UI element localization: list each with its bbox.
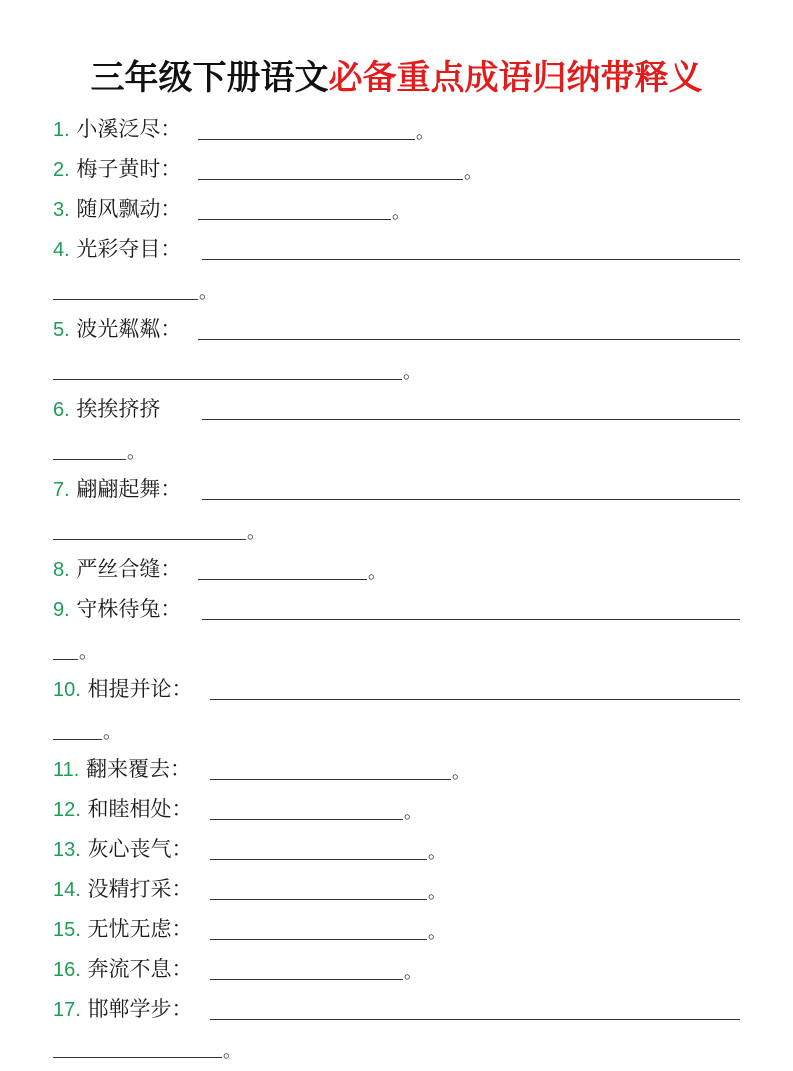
period: 。 <box>247 522 265 543</box>
idiom-label: 随风飘动： <box>76 197 182 221</box>
list-item <box>53 114 181 144</box>
period: 。 <box>403 362 421 383</box>
answer-blank[interactable] <box>198 339 740 340</box>
idiom-label: 灰心丧气： <box>87 837 193 861</box>
idiom-label: 挨挨挤挤 <box>76 397 161 421</box>
answer-blank[interactable] <box>202 619 740 620</box>
list-item <box>53 554 181 584</box>
idiom-label: 无忧无虑： <box>87 917 193 941</box>
item-number: 2. <box>53 159 70 181</box>
answer-blank[interactable] <box>210 779 451 780</box>
title-black-part: 三年级下册语文 <box>90 58 329 98</box>
item-number: 1. <box>53 119 70 141</box>
item-number: 16. <box>53 959 81 981</box>
item-number: 13. <box>53 839 81 861</box>
item-number: 11. <box>53 759 80 781</box>
item-number: 3. <box>53 199 70 221</box>
page-title <box>0 48 793 108</box>
period: 。 <box>368 562 386 583</box>
answer-blank[interactable] <box>210 859 427 860</box>
idiom-label: 光彩夺目： <box>76 237 182 261</box>
item-number: 6. <box>53 399 70 421</box>
answer-blank[interactable] <box>210 899 427 900</box>
period: 。 <box>404 962 422 983</box>
answer-blank[interactable] <box>202 499 740 500</box>
answer-blank-continued[interactable] <box>53 459 126 460</box>
period: 。 <box>464 162 482 183</box>
item-number: 10. <box>53 679 81 701</box>
list-item <box>53 794 193 824</box>
answer-blank[interactable] <box>202 259 740 260</box>
answer-blank[interactable] <box>198 179 463 180</box>
period: 。 <box>199 282 217 303</box>
answer-blank[interactable] <box>198 139 415 140</box>
answer-blank[interactable] <box>210 1019 740 1020</box>
answer-blank[interactable] <box>202 419 740 420</box>
idiom-label: 翩翩起舞： <box>76 477 182 501</box>
title-red-part: 必备重点成语归纳带释义 <box>328 58 703 98</box>
answer-blank-continued[interactable] <box>53 539 246 540</box>
item-number: 7. <box>53 479 70 501</box>
item-number: 8. <box>53 559 70 581</box>
period: 。 <box>392 202 410 223</box>
idiom-label: 小溪泛尽： <box>76 117 182 141</box>
answer-blank[interactable] <box>198 579 367 580</box>
item-number: 12. <box>53 799 81 821</box>
list-item <box>53 954 193 984</box>
period: 。 <box>127 442 145 463</box>
list-item <box>53 754 191 784</box>
answer-blank-continued[interactable] <box>53 299 198 300</box>
list-item <box>53 154 181 184</box>
item-number: 17. <box>53 999 81 1021</box>
answer-blank[interactable] <box>210 979 403 980</box>
idiom-label: 和睦相处： <box>87 797 193 821</box>
answer-blank-continued[interactable] <box>53 659 78 660</box>
list-item <box>53 994 193 1024</box>
idiom-label: 翻来覆去： <box>86 757 192 781</box>
period: 。 <box>404 802 422 823</box>
list-item <box>53 834 193 864</box>
idiom-label: 没精打采： <box>87 877 193 901</box>
idiom-label: 奔流不息： <box>87 957 193 981</box>
idiom-label: 严丝合缝： <box>76 557 182 581</box>
item-number: 9. <box>53 599 70 621</box>
period: 。 <box>223 1041 241 1062</box>
list-item <box>53 234 181 264</box>
period: 。 <box>428 842 446 863</box>
list-item <box>53 314 181 344</box>
period: 。 <box>428 922 446 943</box>
idiom-label: 波光粼粼： <box>76 317 182 341</box>
period: 。 <box>79 642 97 663</box>
idiom-label: 邯郸学步： <box>87 997 193 1021</box>
answer-blank-continued[interactable] <box>53 379 402 380</box>
list-item <box>53 874 193 904</box>
list-item <box>53 394 160 424</box>
list-item <box>53 594 181 624</box>
idiom-label: 守株待兔： <box>76 597 182 621</box>
item-number: 14. <box>53 879 81 901</box>
answer-blank-continued[interactable] <box>53 739 102 740</box>
answer-blank[interactable] <box>210 939 427 940</box>
item-number: 5. <box>53 319 70 341</box>
answer-blank[interactable] <box>210 699 740 700</box>
answer-blank[interactable] <box>198 219 391 220</box>
period: 。 <box>428 882 446 903</box>
idiom-label: 梅子黄时： <box>76 157 182 181</box>
period: 。 <box>452 762 470 783</box>
item-number: 4. <box>53 239 70 261</box>
period: 。 <box>103 722 121 743</box>
item-number: 15. <box>53 919 81 941</box>
list-item <box>53 674 193 704</box>
period: 。 <box>416 122 434 143</box>
idiom-label: 相提并论： <box>87 677 193 701</box>
list-item <box>53 474 181 504</box>
list-item <box>53 194 181 224</box>
answer-blank[interactable] <box>210 819 403 820</box>
answer-blank-continued[interactable] <box>53 1057 222 1058</box>
list-item <box>53 914 193 944</box>
